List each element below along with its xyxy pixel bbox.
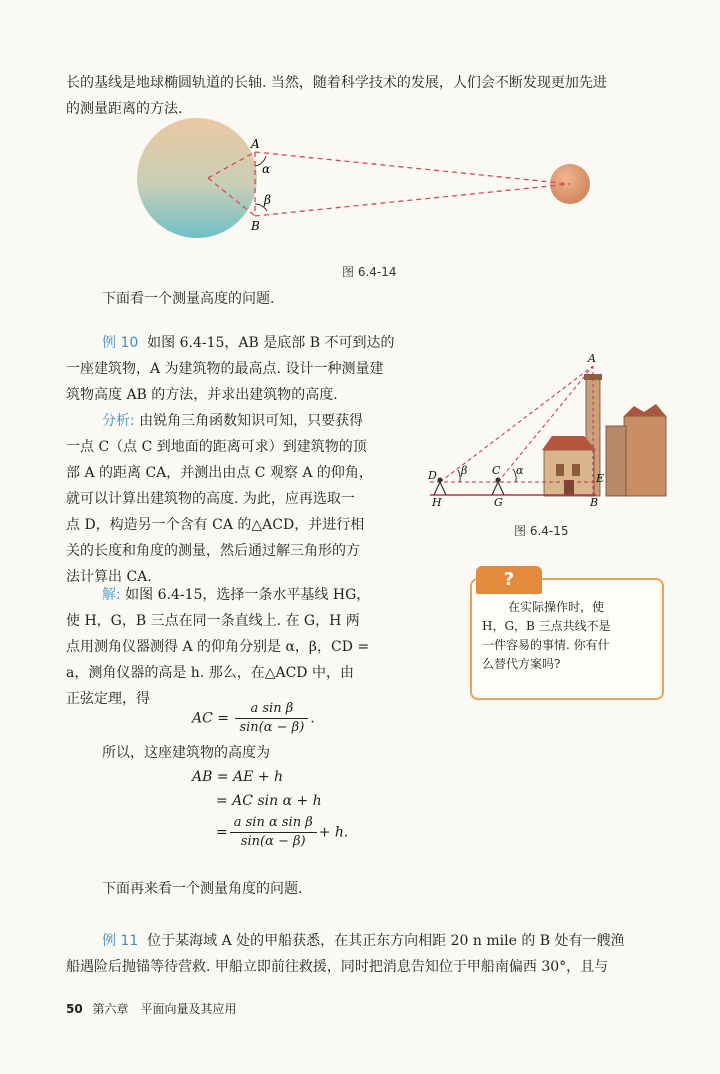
fig15-label-e: E xyxy=(596,472,605,485)
solution-line: 使 H，G，B 三点在同一条直线上. 在 G，H 两 xyxy=(66,613,360,629)
solution-line: 正弦定理，得 xyxy=(66,691,150,707)
height-intro: 下面看一个测量高度的问题. xyxy=(102,291,275,307)
fig15-label-d: D xyxy=(428,469,437,482)
analysis-line: 法计算出 CA. xyxy=(66,569,152,585)
fig14-label-beta: β xyxy=(264,193,271,207)
solution-line: 点用测角仪器测得 A 的仰角分别是 α，β，CD = xyxy=(66,639,370,655)
question-icon: ? xyxy=(476,566,542,594)
formula-ab-line: = $\frac{\text{a sin α sin β}}{\sin(\alpha - \beta)}$ + h. xyxy=(216,815,349,849)
example-11-line: 船遇险后抛锚等待营救. 甲船立即前往救援，同时把消息告知位于甲船南偏西 30°，且与 xyxy=(66,959,609,975)
figure-earth-moon xyxy=(130,118,600,273)
analysis-line: 关的长度和角度的测量，然后通过解三角形的方 xyxy=(66,543,360,559)
figure-building xyxy=(420,346,670,511)
chapter-title: 第六章 平面向量及其应用 xyxy=(92,1002,237,1016)
fig15-label-a: A xyxy=(588,352,596,365)
page-footer xyxy=(66,1000,237,1017)
analysis-line: 就可以计算出建筑物的高度. 为此，应再选取一 xyxy=(66,491,355,507)
fig15-label-c: C xyxy=(492,464,501,477)
page-number: 50 xyxy=(66,1002,83,1016)
angle-intro: 下面再来看一个测量角度的问题. xyxy=(102,881,303,897)
example-11-line: 例 11 位于某海域 A 处的甲船获悉，在其正东方向相距 20 n mile 的 B 处有一艘渔 xyxy=(102,933,625,949)
intro-line: 的测量距离的方法. xyxy=(66,101,183,117)
fig15-label-h: H xyxy=(432,496,442,509)
solution-line: 解: 如图 6.4-15，选择一条水平基线 HG， xyxy=(102,587,371,603)
fig15-label-beta: β xyxy=(461,464,468,477)
figure-caption: 图 6.4-14 xyxy=(342,265,397,279)
example-10-line: 一座建筑物，A 为建筑物的最高点. 设计一种测量建 xyxy=(66,361,384,377)
earth-circle xyxy=(137,118,257,238)
example-label: 例 10 xyxy=(102,335,139,351)
fig15-label-b: B xyxy=(590,496,599,509)
solution-label: 解: xyxy=(102,587,121,603)
analysis-line: 分析: 由锐角三角函数知识可知，只要获得 xyxy=(102,413,364,429)
formula-ac: AC = $\frac{\text{a sin β}}{\sin(\alpha - \beta)}$ . xyxy=(192,701,315,735)
analysis-line: 一点 C（点 C 到地面的距离可求）到建筑物的顶 xyxy=(66,439,367,455)
fig15-label-alpha: α xyxy=(516,464,524,477)
example-label: 例 11 xyxy=(102,933,139,949)
analysis-line: 点 D，构造另一个含有 CA 的△ACD，并进行相 xyxy=(66,517,365,533)
formula-ab-line: = AC sin α + h xyxy=(216,793,322,809)
fig14-label-a: A xyxy=(251,137,260,151)
fig14-label-alpha: α xyxy=(262,162,271,176)
so-line: 所以，这座建筑物的高度为 xyxy=(102,745,270,761)
figure-caption: 图 6.4-15 xyxy=(514,524,569,538)
fig15-label-g: G xyxy=(494,496,503,509)
example-10-line: 例 10 如图 6.4-15，AB 是底部 B 不可到达的 xyxy=(102,335,395,351)
example-10-line: 筑物高度 AB 的方法，并求出建筑物的高度. xyxy=(66,387,338,403)
fig14-label-b: B xyxy=(251,219,260,233)
intro-line: 长的基线是地球椭圆轨道的长轴. 当然，随着科学技术的发展，人们会不断发现更加先进 xyxy=(66,75,607,91)
solution-line: a，测角仪器的高是 h. 那么，在△ACD 中，由 xyxy=(66,665,354,681)
tip-text: 在实际操作时，使 H，G，B 三点共线不是 一件容易的事情. 你有什 么替代方案吗? xyxy=(482,600,611,671)
formula-ab-line: AB = AE + h xyxy=(192,769,284,785)
analysis-label: 分析: xyxy=(102,413,135,429)
analysis-line: 部 A 的距离 CA，并测出由点 C 观察 A 的仰角， xyxy=(66,465,373,481)
